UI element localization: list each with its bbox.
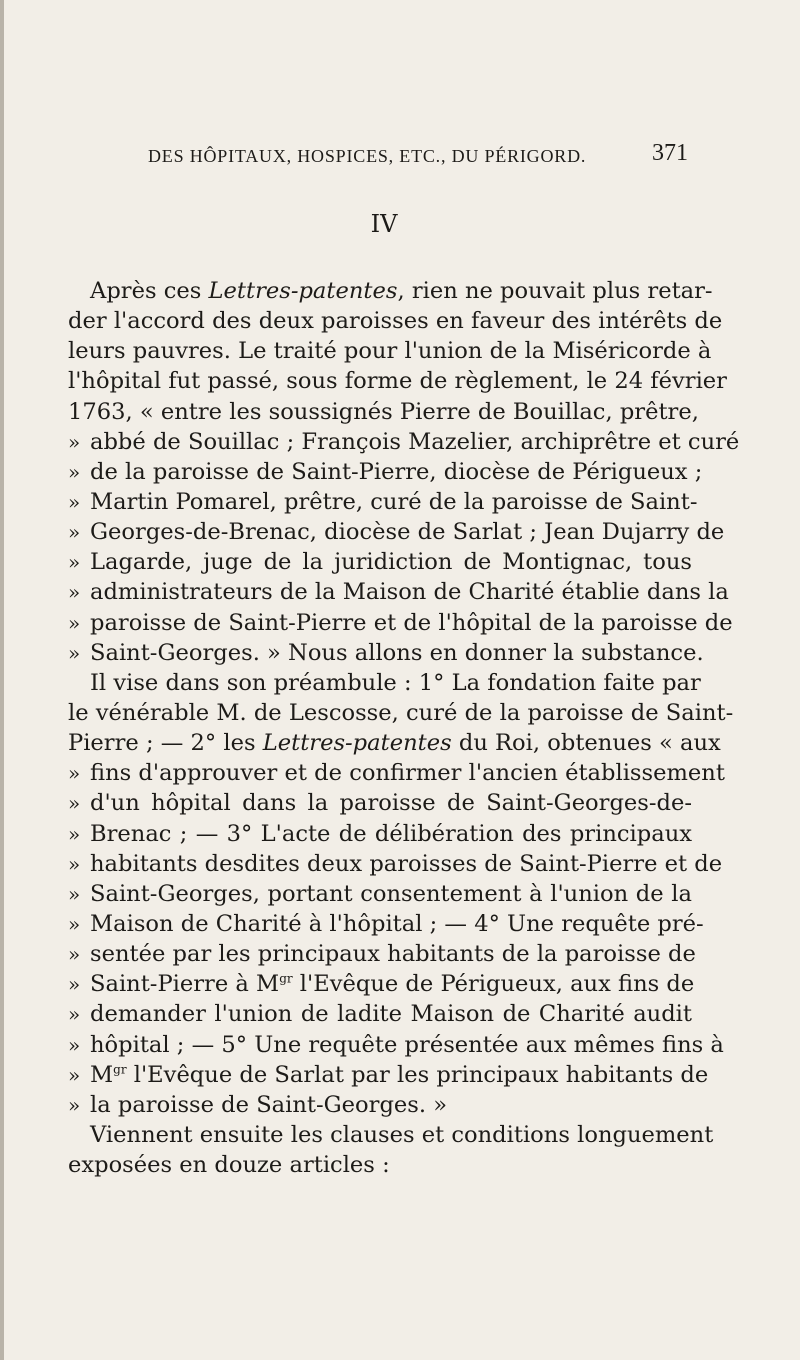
quote-mark: » (68, 881, 81, 906)
text-line (68, 849, 723, 879)
quote-mark: » (68, 429, 81, 454)
text-line (68, 638, 704, 668)
text-line (68, 577, 729, 607)
line-text: l'Evêque de Sarlat par les principaux habitants de (126, 1061, 709, 1088)
line-text: Maison de Charité à l'hôpital ; — 4° Une requête pré- (90, 910, 704, 937)
text-line (68, 698, 734, 728)
line-text: exposées en douze articles : (68, 1152, 390, 1179)
text-line (68, 306, 723, 336)
line-text: l'Evêque de Périgueux, aux fins de (292, 971, 695, 998)
quote-mark: » (68, 1002, 81, 1027)
text-line (68, 999, 692, 1029)
line-text: Saint-Georges, portant consentement à l'union de la (90, 880, 692, 907)
line-text: Saint-Georges. » Nous allons en donner la substance. (90, 639, 704, 666)
line-text: le vénérable M. de Lescosse, curé de la paroisse de Saint- (68, 699, 734, 726)
text-line (68, 728, 721, 758)
quote-mark: » (68, 851, 81, 876)
italic-title: Lettres-patentes (208, 278, 398, 304)
line-text: Lagarde, juge de la juridiction de Montignac, tous (90, 549, 692, 576)
text-line (68, 1090, 692, 1120)
page-edge (0, 0, 4, 1360)
line-text: d'un hôpital dans la paroisse de Saint-Georges-de- (90, 790, 692, 817)
line-text: habitants desdites deux paroisses de Saint-Pierre et de (90, 850, 723, 877)
text-line (68, 427, 740, 457)
quote-mark: » (68, 1032, 81, 1057)
line-text: , rien ne pouvait plus retar- (397, 278, 713, 304)
quote-mark: » (68, 640, 81, 665)
quote-mark: » (68, 791, 81, 816)
text-line (68, 457, 703, 487)
text-line (68, 879, 692, 909)
text-line (68, 819, 692, 849)
line-text: la paroisse de Saint-Georges. » (90, 1091, 448, 1118)
quote-mark: » (68, 761, 81, 786)
line-text: leurs pauvres. Le traité pour l'union de la Miséricorde à (68, 338, 712, 365)
line-text: Pierre ; — 2° les (68, 730, 263, 757)
line-text: Il vise dans son préambule : 1° La fondation faite par (90, 669, 701, 696)
line-text: fins d'approuver et de confirmer l'ancien établissement (90, 760, 725, 787)
line-text: Saint-Pierre à M (90, 971, 280, 998)
line-text: paroisse de Saint-Pierre et de l'hôpital de la paroisse de (90, 609, 733, 636)
text-line (68, 517, 725, 547)
text-line (68, 366, 727, 396)
text-line (68, 397, 699, 427)
line-text: der l'accord des deux paroisses en faveur des intérêts de (68, 308, 723, 335)
line-text: Viennent ensuite les clauses et conditions longuement (90, 1121, 714, 1148)
quote-mark: » (68, 1092, 81, 1117)
italic-title: Lettres-patentes (262, 730, 452, 757)
line-text: abbé de Souillac ; François Mazelier, archiprêtre et curé (90, 428, 740, 455)
text-line (68, 1030, 724, 1060)
line-text: 1763, « entre les soussignés Pierre de Bouillac, prêtre, (68, 398, 699, 425)
text-line (68, 909, 704, 939)
line-text: M (90, 1061, 114, 1088)
text-line (68, 336, 712, 366)
text-line (68, 969, 695, 999)
line-text: Après ces (90, 278, 209, 304)
text-line (68, 608, 733, 638)
line-text: demander l'union de ladite Maison de Charité audit (90, 1001, 692, 1028)
quote-mark: » (68, 821, 81, 846)
text-line (68, 758, 725, 788)
text-line (68, 1120, 714, 1150)
superscript: gr (113, 1062, 127, 1077)
quote-mark: » (68, 520, 81, 545)
quote-mark: » (68, 580, 81, 605)
running-head (148, 142, 688, 172)
text-line (68, 487, 698, 517)
body-text (68, 276, 740, 1180)
quote-mark: » (68, 610, 81, 635)
quote-mark: » (68, 1062, 81, 1087)
page-number: 371 (652, 140, 688, 166)
superscript: gr (279, 971, 293, 986)
section-heading: IV (370, 210, 398, 238)
text-line (68, 1060, 709, 1090)
line-text: de la paroisse de Saint-Pierre, diocèse de Périgueux ; (90, 458, 703, 485)
text-line (68, 1150, 692, 1180)
line-text: administrateurs de la Maison de Charité établie dans la (90, 579, 729, 606)
text-line (68, 276, 713, 306)
text-line (68, 547, 692, 577)
line-text: Georges-de-Brenac, diocèse de Sarlat ; Jean Dujarry de (90, 519, 725, 546)
quote-mark: » (68, 459, 81, 484)
text-line (68, 788, 692, 818)
line-text: du Roi, obtenues « aux (451, 730, 721, 757)
line-text: l'hôpital fut passé, sous forme de règlement, le 24 février (68, 368, 727, 395)
text-line (68, 668, 701, 698)
text-line (68, 939, 696, 969)
quote-mark: » (68, 972, 81, 997)
quote-mark: » (68, 550, 81, 575)
line-text: hôpital ; — 5° Une requête présentée aux mêmes fins à (90, 1031, 724, 1058)
line-text: sentée par les principaux habitants de la paroisse de (90, 941, 696, 968)
line-text: Brenac ; — 3° L'acte de délibération des principaux (90, 820, 692, 847)
quote-mark: » (68, 489, 81, 514)
quote-mark: » (68, 942, 81, 967)
running-head-title: DES HÔPITAUX, HOSPICES, ETC., DU PÉRIGORD. (148, 146, 587, 166)
line-text: Martin Pomarel, prêtre, curé de la paroisse de Saint- (90, 488, 698, 515)
quote-mark: » (68, 911, 81, 936)
